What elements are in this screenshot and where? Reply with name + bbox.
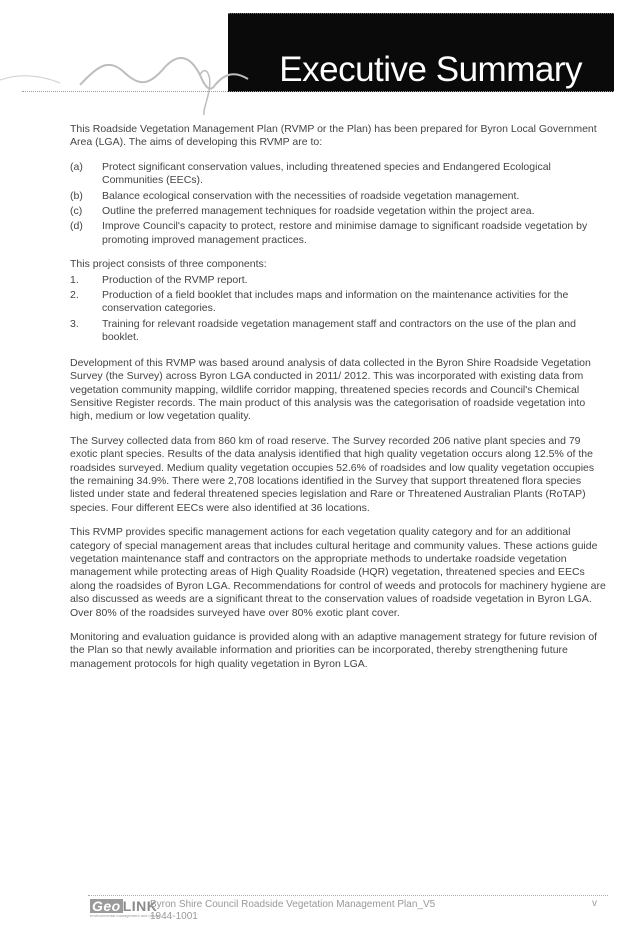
swoosh-decoration: [0, 45, 260, 115]
components-intro: This project consists of three components:: [70, 258, 267, 271]
header-banner: [228, 13, 614, 92]
body-paragraph: This RVMP provides specific management actions for each vegetation quality category and for an additional category of special management areas that includes cultural heritage and community values. These actions guide vegetation maintenance staff and contractors on the appropriate methods to undertake roadside vegetation management while protecting areas of High Quality Roadside (HQR) vegetation, threatened species and EECs along the roadsides of Byron LGA. Recommendations for control of weeds and protocols for machinery hygiene are also discussed as weeds are a significant threat to the conservation values of roadside vegetation in Byron LGA. Over 80% of the roadsides surveyed have over 80% exotic plant cover.: [70, 526, 606, 619]
body-paragraph: Development of this RVMP was based around analysis of data collected in the Byron Shire Roadside Vegetation Survey (the Survey) across Byron LGA conducted in 2011/ 2012. This was incorporated with existing data from vegetation community mapping, wildlife corridor mapping, threatened species records and Council's Chemical Sensitive Register records. The main product of this analysis was the categorisation of roadside vegetation into high, medium or low vegetation quality.: [70, 356, 591, 423]
aims-list: [70, 161, 606, 247]
page-title: Executive Summary: [279, 50, 582, 89]
list-item: 3. Training for relevant roadside vegetation management staff and contractors on the use of the plan and booklet.: [70, 317, 576, 344]
body-paragraph: Monitoring and evaluation guidance is provided along with an adaptive management strategy for future revision of the Plan so that newly available information and priorities can be incorporated, thereby strengthening future management protocols for high quality vegetation in Byron LGA.: [70, 631, 598, 670]
list-item: (d) Improve Council's capacity to protect, restore and minimise damage to significant roadside vegetation by promoting improved management practices.: [70, 220, 588, 246]
page-number: v: [592, 898, 597, 909]
summary-body: [70, 123, 606, 682]
list-item: 1. Production of the RVMP report.: [70, 273, 248, 286]
footer-doc-number: 1944-1001: [150, 911, 198, 922]
list-item: 2. Production of a field booklet that includes maps and information on the maintenance activities for the conservation categories.: [70, 289, 569, 315]
footer-document-info: [150, 899, 435, 923]
intro-paragraph: This Roadside Vegetation Management Plan (RVMP or the Plan) has been prepared for Byron Local Government Area (LGA). The aims of developing this RVMP are to:: [70, 123, 597, 149]
components-list: [70, 274, 606, 345]
list-item: (b) Balance ecological conservation with the necessities of roadside vegetation management.: [70, 189, 520, 202]
footer-divider: [88, 895, 608, 896]
body-paragraph: The Survey collected data from 860 km of road reserve. The Survey recorded 206 native plant species and 79 exotic plant species. Results of the data analysis identified that high quality vegetation occurs along 12.5% of the roadsides surveyed. Medium quality vegetation occupies 52.6% of roadsides and low quality vegetation occupies the remaining 34.9%. There were 2,708 locations identified in the Survey that support threatened flora species listed under state and federal threatened species legislation and Rare or Threatened Australian Plants (RoTAP) species. Four different EECs were also identified at 36 locations.: [70, 434, 595, 514]
list-item: (a) Protect significant conservation values, including threatened species and Endangered Ecological Communities (EECs).: [70, 160, 551, 187]
footer-doc-title: Byron Shire Council Roadside Vegetation Management Plan_V5: [150, 899, 436, 910]
list-item: (c) Outline the preferred management techniques for roadside vegetation within the project area.: [70, 205, 535, 218]
header-divider: [22, 91, 614, 92]
geolink-logo: Geo LINK environmental management and design: [90, 898, 161, 918]
